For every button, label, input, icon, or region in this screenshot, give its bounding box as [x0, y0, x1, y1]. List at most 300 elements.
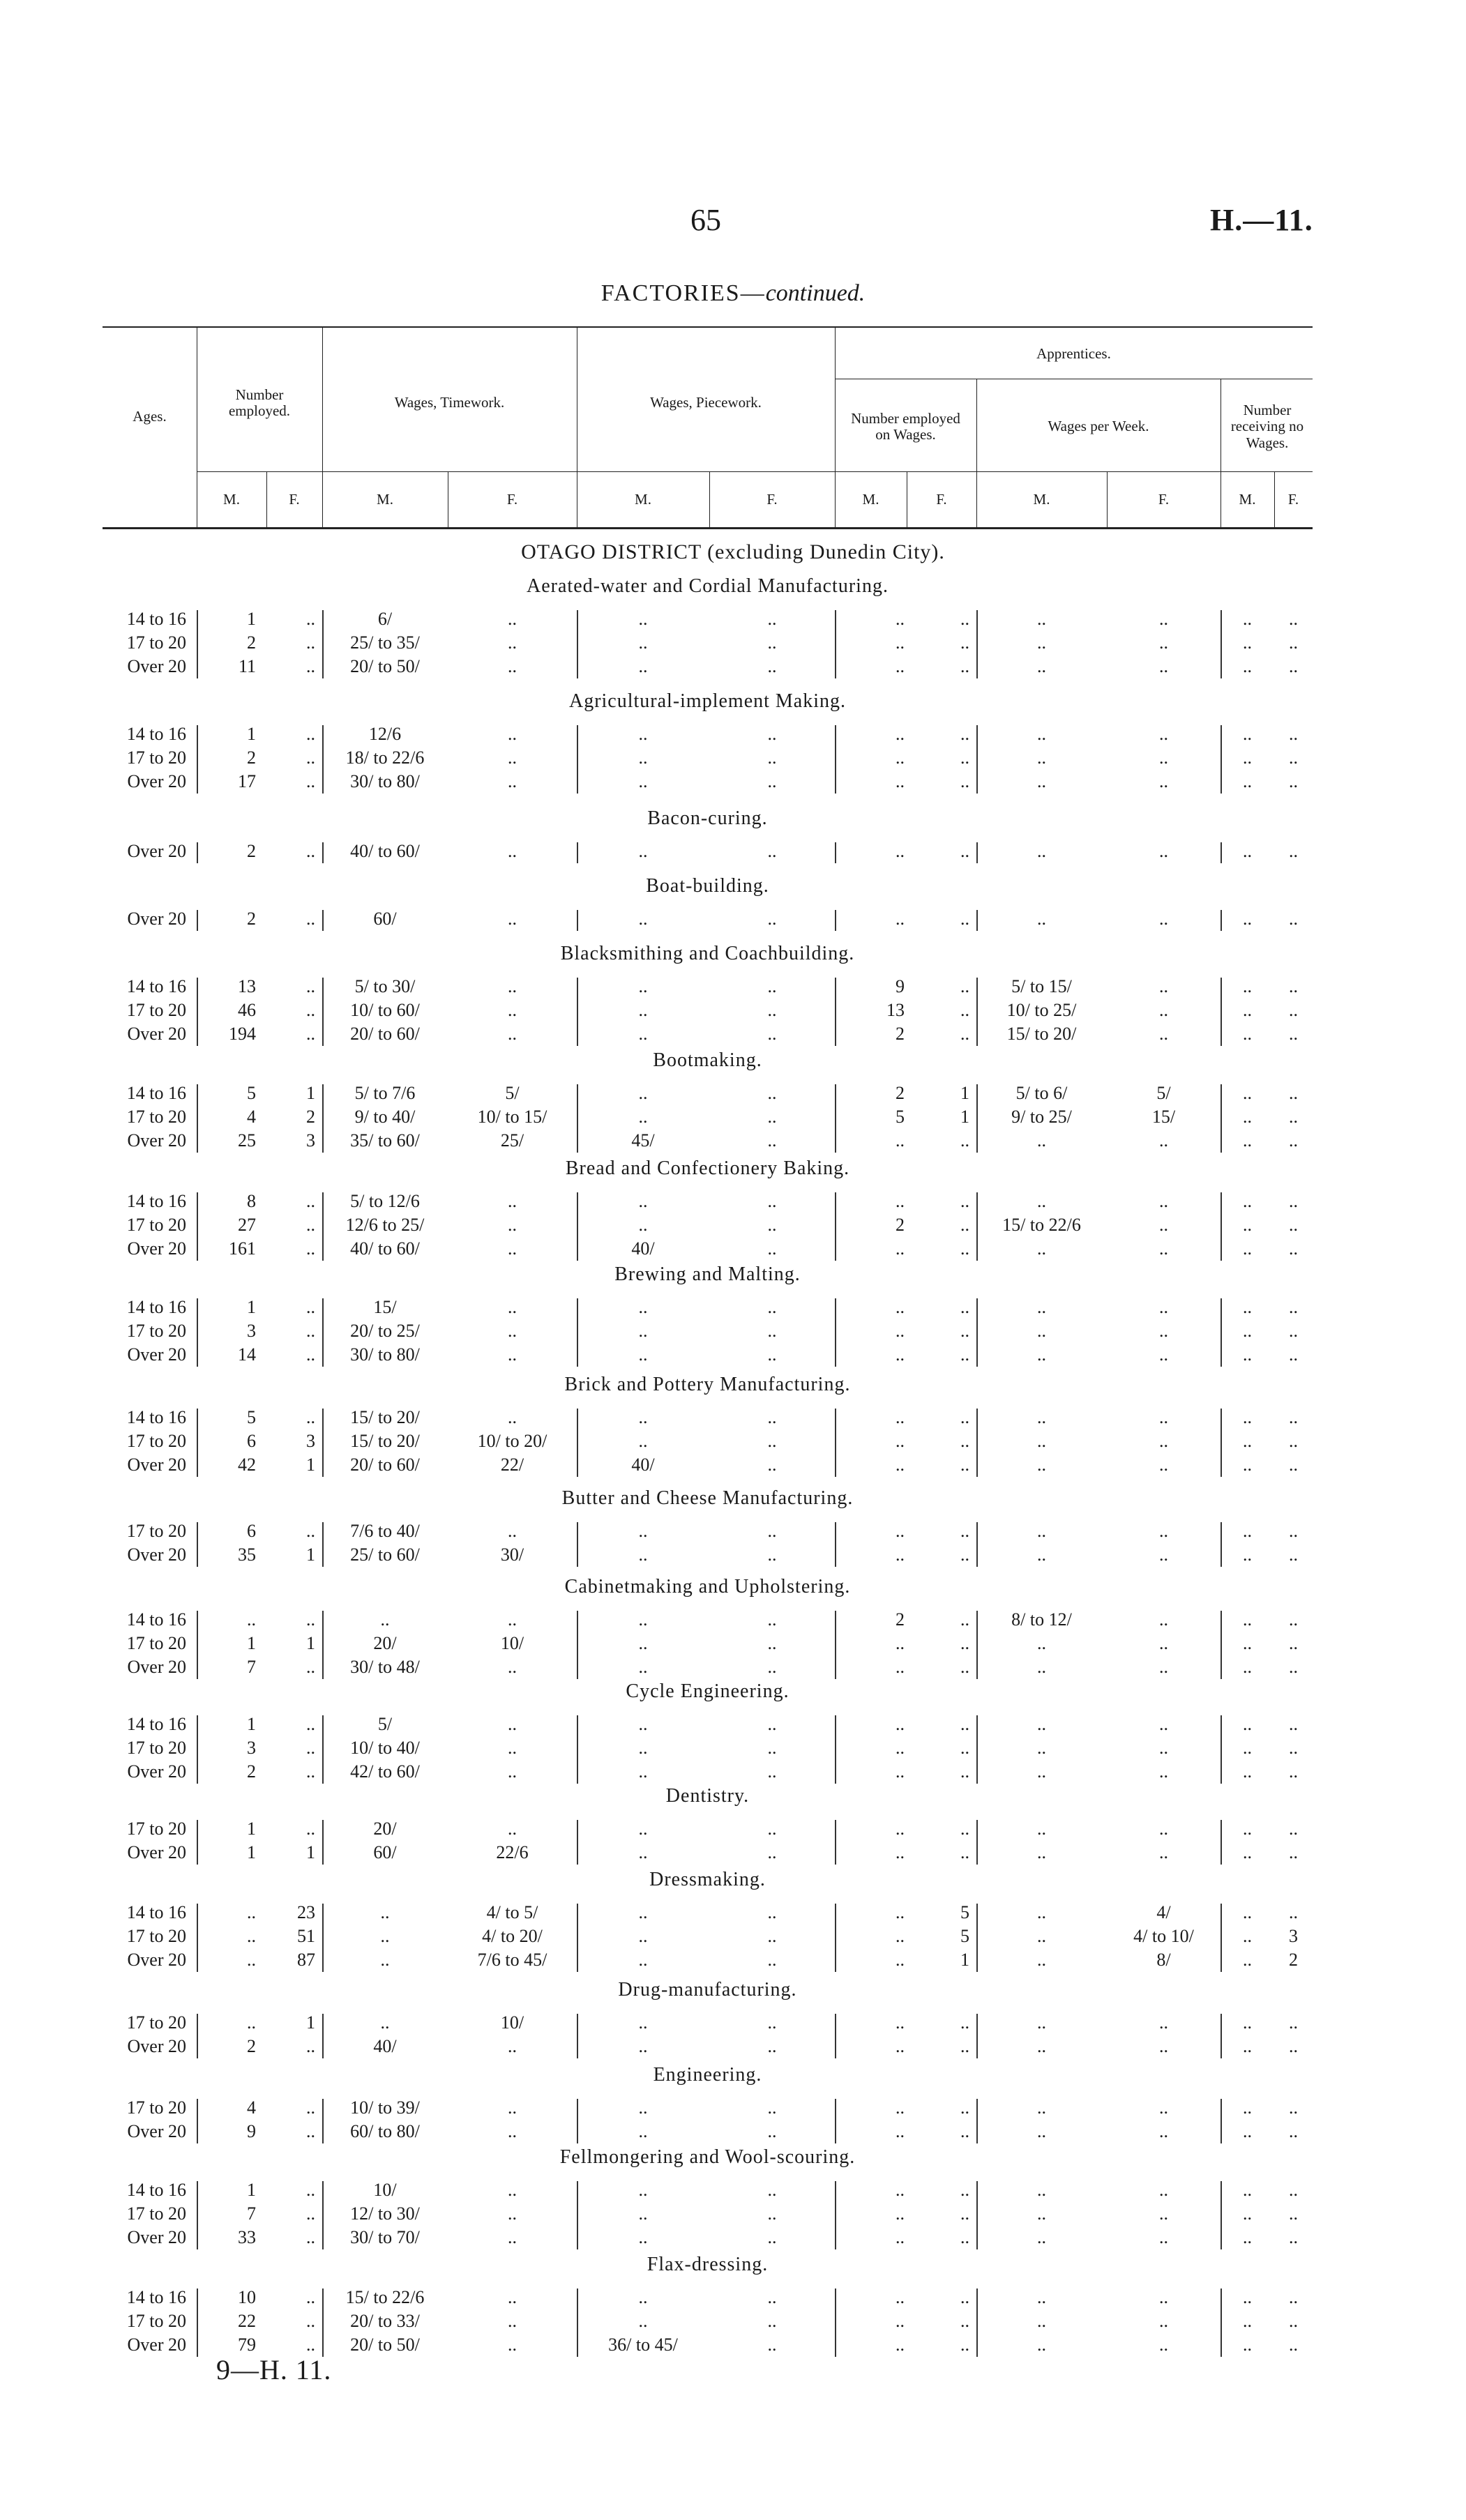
table-row: [103, 1407, 1313, 1431]
table-cell: ..: [638, 1544, 648, 1565]
table-cell: ..: [896, 724, 905, 744]
header-f: F.: [1287, 491, 1299, 508]
table-cell: ..: [508, 1344, 517, 1365]
table-cell: ..: [508, 632, 517, 653]
table-cell: ..: [960, 1297, 969, 1317]
table-cell: ..: [1243, 1633, 1252, 1653]
table-cell: ..: [306, 1191, 315, 1211]
column-rule: [976, 2289, 978, 2357]
table-cell: ..: [1037, 1657, 1046, 1677]
table-cell: ..: [638, 909, 648, 929]
table-cell: ..: [1243, 1657, 1252, 1677]
table-cell: ..: [1289, 976, 1298, 996]
table-row: [103, 2287, 1313, 2311]
table-cell: 10/ to 40/: [350, 1738, 420, 1758]
column-rule: [197, 1084, 198, 1153]
table-cell: ..: [306, 2036, 315, 2056]
table-cell: ..: [638, 1633, 648, 1653]
table-cell: 15/: [373, 1297, 397, 1317]
table-cell: ..: [767, 2203, 777, 2224]
table-cell: ..: [306, 2180, 315, 2200]
table-cell: ..: [767, 1344, 777, 1365]
trade-title: Fellmongering and Wool-scouring.: [559, 2146, 856, 2168]
trade-rows: [103, 609, 1313, 680]
table-row: [103, 2121, 1313, 2145]
table-cell: ..: [306, 1761, 315, 1782]
table-cell: ..: [1159, 1714, 1168, 1734]
column-rule: [322, 1904, 324, 1972]
table-cell: ..: [638, 632, 648, 653]
table-cell: ..: [767, 1926, 777, 1946]
table-cell: ..: [1037, 1238, 1046, 1259]
table-cell: 5/ to 30/: [354, 976, 416, 996]
column-rule: [322, 1084, 324, 1153]
column-rule: [197, 1298, 198, 1367]
table-cell: 14 to 16: [126, 724, 186, 744]
table-cell: ..: [1037, 1926, 1046, 1946]
table-cell: 10: [238, 2287, 256, 2307]
table-cell: ..: [1159, 1024, 1168, 1044]
column-rule: [577, 1409, 578, 1477]
table-cell: ..: [960, 771, 969, 791]
table-cell: ..: [896, 1902, 905, 1922]
table-cell: 15/ to 22/6: [345, 2287, 425, 2307]
table-cell: 20/ to 33/: [350, 2311, 420, 2331]
table-cell: ..: [960, 1609, 969, 1630]
column-rule: [835, 725, 836, 794]
table-cell: ..: [767, 771, 777, 791]
column-rule: [835, 1192, 836, 1261]
table-cell: 1: [306, 1083, 315, 1103]
column-rule: [835, 910, 836, 931]
table-cell: ..: [896, 1738, 905, 1758]
column-rule: [835, 1820, 836, 1865]
trade-title: Cycle Engineering.: [626, 1680, 789, 1702]
column-rule: [322, 610, 324, 678]
header-wages-timework: Wages, Timework.: [394, 394, 505, 411]
table-cell: ..: [638, 1950, 648, 1970]
table-cell: 6: [247, 1521, 256, 1541]
column-rule: [835, 1904, 836, 1972]
table-cell: 7/6 to 40/: [350, 1521, 420, 1541]
table-cell: ..: [1159, 1633, 1168, 1653]
table-cell: ..: [306, 771, 315, 791]
table-cell: 7/6 to 45/: [477, 1950, 547, 1970]
table-cell: ..: [638, 2203, 648, 2224]
table-cell: 12/6 to 25/: [345, 1215, 425, 1235]
table-cell: ..: [306, 724, 315, 744]
table-cell: 1: [306, 1842, 315, 1862]
table-cell: ..: [767, 1657, 777, 1677]
table-cell: ..: [896, 1633, 905, 1653]
column-rule: [197, 725, 198, 794]
title-continued: continued.: [765, 280, 866, 306]
table-cell: ..: [1289, 1544, 1298, 1565]
table-cell: ..: [1037, 1544, 1046, 1565]
table-row: [103, 1130, 1313, 1154]
column-rule: [1221, 1409, 1222, 1477]
table-cell: ..: [508, 2311, 517, 2331]
table-row: [103, 1321, 1313, 1344]
table-cell: ..: [1243, 1431, 1252, 1451]
table-cell: ..: [960, 1455, 969, 1475]
table-cell: 9/ to 25/: [1011, 1107, 1072, 1127]
table-cell: Over 20: [127, 1344, 186, 1365]
table-cell: ..: [1037, 2335, 1046, 2355]
table-cell: ..: [896, 1819, 905, 1839]
table-cell: ..: [1037, 609, 1046, 629]
table-row: [103, 2203, 1313, 2227]
column-rule: [1221, 978, 1222, 1046]
column-rule: [577, 978, 578, 1046]
header-m: M.: [377, 491, 393, 508]
trade-rows: [103, 1407, 1313, 1478]
column-rule: [1221, 842, 1222, 863]
table-cell: 25: [238, 1130, 256, 1151]
trade-rows: [103, 1191, 1313, 1262]
column-rule: [197, 2289, 198, 2357]
table-cell: ..: [767, 2097, 777, 2118]
table-cell: ..: [1159, 2203, 1168, 2224]
table-cell: ..: [1289, 1431, 1298, 1451]
table-cell: ..: [306, 2311, 315, 2331]
column-rule: [322, 2014, 324, 2058]
column-rule: [1221, 1084, 1222, 1153]
table-cell: ..: [896, 1657, 905, 1677]
table-cell: ..: [1289, 1215, 1298, 1235]
table-cell: ..: [306, 2097, 315, 2118]
column-rule: [1221, 1192, 1222, 1261]
table-cell: ..: [508, 1215, 517, 1235]
table-cell: ..: [767, 656, 777, 676]
table-cell: ..: [1159, 1544, 1168, 1565]
table-cell: 27: [238, 1215, 256, 1235]
table-cell: Over 20: [127, 1842, 186, 1862]
table-cell: ..: [960, 1407, 969, 1427]
table-cell: 17 to 20: [126, 2203, 186, 2224]
table-cell: 10/ to 25/: [1006, 1000, 1077, 1020]
column-rule: [322, 1820, 324, 1865]
table-cell: 17 to 20: [126, 1321, 186, 1341]
table-cell: ..: [508, 1191, 517, 1211]
table-cell: ..: [1243, 1521, 1252, 1541]
table-cell: ..: [638, 1431, 648, 1451]
table-cell: ..: [638, 1024, 648, 1044]
table-cell: 1: [306, 2012, 315, 2033]
table-cell: 15/ to 20/: [350, 1407, 420, 1427]
table-cell: 33: [238, 2227, 256, 2247]
column-rule: [1221, 910, 1222, 931]
table-cell: 40/: [631, 1455, 655, 1475]
table-cell: ..: [1159, 1455, 1168, 1475]
table-cell: 5/ to 7/6: [354, 1083, 416, 1103]
header-m: M.: [223, 491, 240, 508]
table-row: [103, 841, 1313, 865]
column-rule: [322, 1409, 324, 1477]
table-cell: ..: [638, 1819, 648, 1839]
table-cell: ..: [306, 1738, 315, 1758]
table-cell: ..: [638, 2180, 648, 2200]
table-cell: ..: [896, 1130, 905, 1151]
table-row: [103, 1431, 1313, 1455]
table-cell: ..: [1037, 1407, 1046, 1427]
column-rule: [577, 610, 578, 678]
table-cell: 5: [247, 1407, 256, 1427]
table-cell: 25/ to 60/: [350, 1544, 420, 1565]
table-cell: ..: [1159, 1521, 1168, 1541]
table-cell: 14: [238, 1344, 256, 1365]
table-cell: ..: [1159, 2287, 1168, 2307]
trade-rows: [103, 2180, 1313, 2251]
table-cell: 5/: [1156, 1083, 1171, 1103]
table-cell: ..: [960, 2180, 969, 2200]
table-cell: ..: [1037, 2287, 1046, 2307]
table-cell: ..: [1289, 1657, 1298, 1677]
table-cell: ..: [638, 747, 648, 768]
table-cell: 4/ to 10/: [1133, 1926, 1194, 1946]
column-rule: [1221, 1611, 1222, 1679]
column-rule: [197, 2014, 198, 2058]
table-cell: ..: [1289, 1819, 1298, 1839]
table-cell: ..: [1037, 771, 1046, 791]
table-cell: 6/: [377, 609, 393, 629]
table-cell: ..: [1289, 1321, 1298, 1341]
table-cell: 1: [960, 1950, 969, 1970]
column-rule: [197, 1192, 198, 1261]
table-cell: ..: [767, 1950, 777, 1970]
column-rule: [976, 1611, 978, 1679]
table-cell: ..: [767, 1407, 777, 1427]
table-cell: ..: [247, 2012, 256, 2033]
table-cell: ..: [1243, 1083, 1252, 1103]
table-cell: 1: [306, 1455, 315, 1475]
table-cell: ..: [306, 1238, 315, 1259]
table-cell: 14 to 16: [126, 976, 186, 996]
table-cell: ..: [767, 609, 777, 629]
column-rule: [197, 2181, 198, 2249]
column-rule: [322, 910, 324, 931]
table-cell: ..: [638, 1657, 648, 1677]
table-cell: 5: [960, 1902, 969, 1922]
table-cell: ..: [508, 1657, 517, 1677]
table-cell: ..: [767, 1842, 777, 1862]
table-cell: ..: [1289, 1407, 1298, 1427]
table-cell: ..: [1289, 1107, 1298, 1127]
table-cell: ..: [508, 2121, 517, 2141]
table-cell: ..: [896, 841, 905, 861]
table-cell: 161: [229, 1238, 256, 1259]
table-cell: 4/ to 5/: [486, 1902, 538, 1922]
table-cell: ..: [306, 1024, 315, 1044]
table-cell: ..: [508, 771, 517, 791]
table-cell: ..: [306, 1407, 315, 1427]
trade-rows: [103, 841, 1313, 865]
table-cell: ..: [1289, 2227, 1298, 2247]
table-cell: 15/ to 20/: [350, 1431, 420, 1451]
table-cell: ..: [508, 1738, 517, 1758]
column-rule: [1221, 2014, 1222, 2058]
table-cell: ..: [1289, 1000, 1298, 1020]
table-cell: ..: [1159, 656, 1168, 676]
table-cell: ..: [767, 2335, 777, 2355]
table-row: [103, 1761, 1313, 1785]
table-cell: ..: [247, 1902, 256, 1922]
table-cell: Over 20: [127, 1950, 186, 1970]
table-cell: 30/: [500, 1544, 524, 1565]
table-cell: ..: [767, 1000, 777, 1020]
table-row: [103, 1083, 1313, 1107]
table-cell: ..: [1289, 841, 1298, 861]
table-cell: ..: [1243, 1191, 1252, 1211]
column-rule: [577, 910, 578, 931]
table-cell: ..: [1243, 1714, 1252, 1734]
table-cell: ..: [638, 1714, 648, 1734]
table-cell: ..: [767, 1633, 777, 1653]
column-rule: [976, 1820, 978, 1865]
table-cell: 1: [247, 1297, 256, 1317]
table-cell: 14 to 16: [126, 1083, 186, 1103]
table-cell: ..: [508, 1321, 517, 1341]
table-cell: ..: [1289, 1609, 1298, 1630]
table-cell: 17 to 20: [126, 1431, 186, 1451]
header-number-receiving-no-wages: Number receiving no Wages.: [1230, 402, 1304, 451]
table-row: [103, 1455, 1313, 1478]
table-cell: ..: [896, 1407, 905, 1427]
column-rule: [577, 1298, 578, 1367]
table-cell: ..: [306, 2203, 315, 2224]
column-rule: [1221, 1820, 1222, 1865]
table-cell: 20/ to 50/: [350, 656, 420, 676]
table-cell: 1: [247, 1633, 256, 1653]
table-cell: ..: [1289, 1761, 1298, 1782]
column-rule: [976, 1715, 978, 1784]
column-rule: [835, 1715, 836, 1784]
table-cell: ..: [1159, 747, 1168, 768]
table-cell: ..: [1289, 2036, 1298, 2056]
column-rule: [322, 2099, 324, 2143]
table-cell: ..: [960, 1819, 969, 1839]
table-cell: 3: [306, 1431, 315, 1451]
table-cell: 14 to 16: [126, 2287, 186, 2307]
table-cell: 15/ to 20/: [1006, 1024, 1077, 1044]
table-cell: 14 to 16: [126, 1407, 186, 1427]
table-cell: ..: [1289, 2097, 1298, 2118]
table-cell: ..: [1243, 2180, 1252, 2200]
table-cell: ..: [1243, 2311, 1252, 2331]
column-rule: [1221, 2181, 1222, 2249]
table-row: [103, 1024, 1313, 1047]
table-cell: Over 20: [127, 1238, 186, 1259]
table-cell: Over 20: [127, 2227, 186, 2247]
table-cell: 5: [247, 1083, 256, 1103]
column-rule: [835, 2014, 836, 2058]
column-rule: [322, 725, 324, 794]
table-cell: ..: [638, 609, 648, 629]
table-cell: ..: [767, 2227, 777, 2247]
table-cell: ..: [1037, 1761, 1046, 1782]
table-cell: ..: [1289, 747, 1298, 768]
trade-title: Boat-building.: [646, 875, 769, 897]
table-cell: 1: [960, 1083, 969, 1103]
page-number: 65: [690, 203, 721, 237]
table-cell: ..: [1159, 1000, 1168, 1020]
table-cell: ..: [960, 1000, 969, 1020]
table-cell: ..: [638, 2227, 648, 2247]
table-cell: ..: [306, 1714, 315, 1734]
table-cell: ..: [508, 1819, 517, 1839]
header-wages-piecework: Wages, Piecework.: [650, 394, 762, 411]
column-rule: [577, 2289, 578, 2357]
header-f: F.: [936, 491, 947, 508]
table-cell: 10/ to 60/: [350, 1000, 420, 1020]
table-row: [103, 2311, 1313, 2335]
header-m: M.: [635, 491, 651, 508]
table-cell: ..: [1159, 2180, 1168, 2200]
column-rule: [835, 2289, 836, 2357]
table-cell: ..: [1243, 632, 1252, 653]
table-cell: ..: [508, 1407, 517, 1427]
table-row: [103, 1902, 1313, 1926]
table-cell: ..: [1289, 609, 1298, 629]
column-rule: [197, 1820, 198, 1865]
table-cell: ..: [1037, 1455, 1046, 1475]
table-cell: ..: [306, 632, 315, 653]
signature-mark: 9—H. 11.: [216, 2354, 332, 2385]
title-main: FACTORIES—: [600, 280, 766, 306]
table-cell: ..: [960, 1431, 969, 1451]
table-row: [103, 2180, 1313, 2203]
table-cell: ..: [767, 976, 777, 996]
table-cell: 17 to 20: [126, 747, 186, 768]
column-rule: [835, 2181, 836, 2249]
table-cell: ..: [767, 1902, 777, 1922]
table-cell: ..: [508, 1024, 517, 1044]
table-cell: ..: [508, 747, 517, 768]
column-rule: [577, 1192, 578, 1261]
table-cell: ..: [960, 1238, 969, 1259]
table-cell: ..: [1159, 1657, 1168, 1677]
table-cell: ..: [1289, 2121, 1298, 2141]
table-row: [103, 1842, 1313, 1866]
table-cell: ..: [960, 609, 969, 629]
table-cell: ..: [960, 1024, 969, 1044]
table-cell: ..: [767, 747, 777, 768]
column-rule: [577, 1522, 578, 1567]
table-cell: ..: [1243, 2012, 1252, 2033]
column-rule: [976, 725, 978, 794]
table-cell: 20/: [373, 1633, 397, 1653]
table-cell: ..: [306, 1521, 315, 1541]
table-cell: ..: [306, 976, 315, 996]
table-cell: 14 to 16: [126, 609, 186, 629]
table-cell: ..: [1289, 1344, 1298, 1365]
table-cell: ..: [1289, 656, 1298, 676]
column-rule: [835, 2099, 836, 2143]
table-cell: 42/ to 60/: [350, 1761, 420, 1782]
table-cell: ..: [960, 2335, 969, 2355]
table-cell: ..: [306, 1215, 315, 1235]
table-cell: ..: [960, 1714, 969, 1734]
column-rule: [835, 1409, 836, 1477]
trade-title: Dressmaking.: [649, 1869, 766, 1890]
table-cell: ..: [508, 2287, 517, 2307]
table-cell: ..: [1159, 2121, 1168, 2141]
table-row: [103, 1297, 1313, 1321]
header-f: F.: [506, 491, 518, 508]
table-cell: ..: [508, 909, 517, 929]
table-cell: 17 to 20: [126, 1633, 186, 1653]
table-cell: ..: [1159, 976, 1168, 996]
